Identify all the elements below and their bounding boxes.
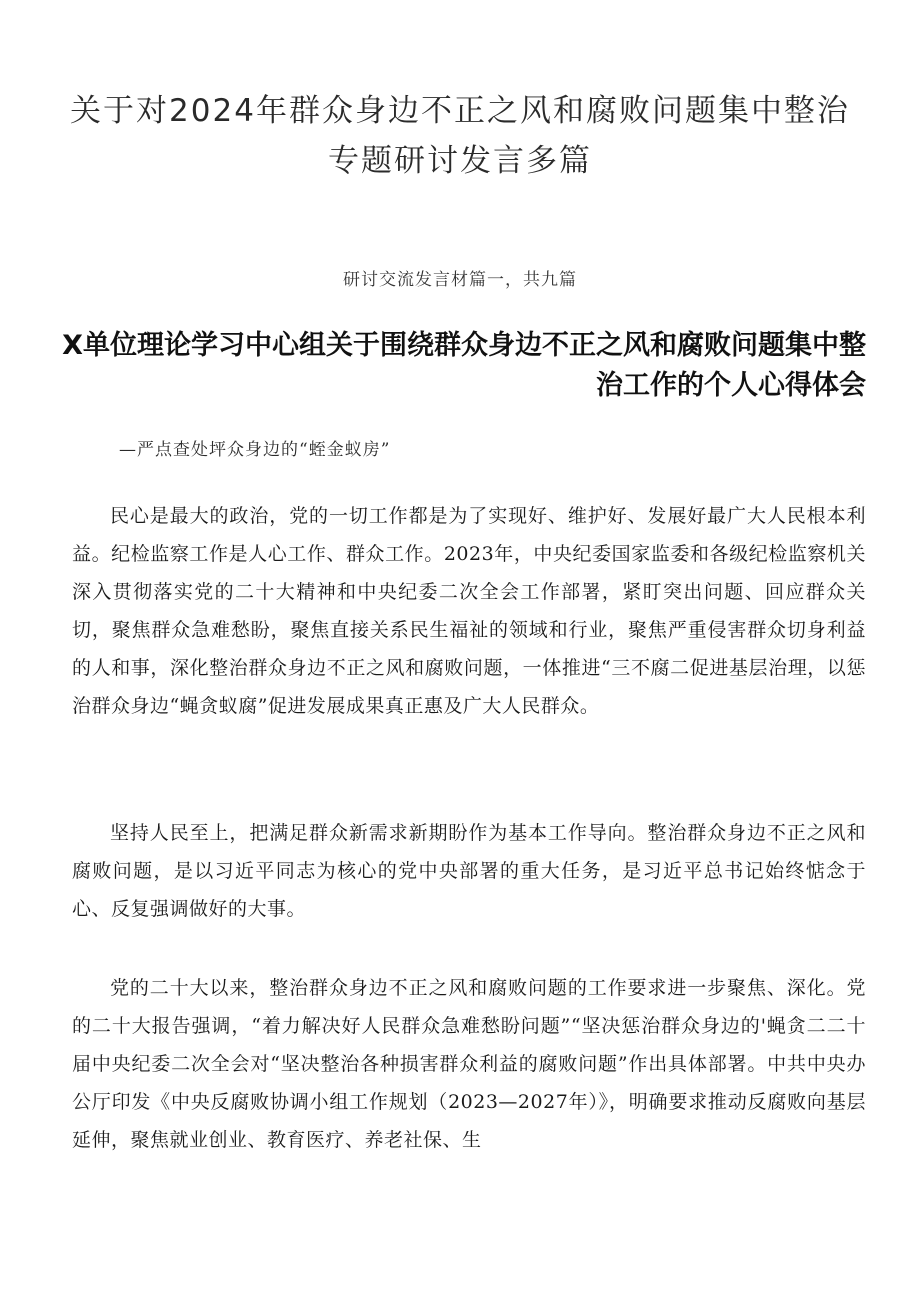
article-title: X单位理论学习中心组关于围绕群众身边不正之风和腐败问题集中整治工作的个人心得体会 [62,330,866,401]
section-label: 研讨交流发言材篇一，共九篇 [343,270,577,290]
document-title: 关于对2024年群众身边不正之风和腐败问题集中整治专题研讨发言多篇 [70,93,850,179]
article-subtitle: —严点查处坪众身边的“蛭金蚁房” [119,440,391,460]
body-paragraph-1: 民心是最大的政治，党的一切工作都是为了实现好、维护好、发展好最广大人民根本利益。纪检监察工作是人心工作、群众工作。2023年，中央纪委国家监委和各级纪检监察机关深入贯彻落实党的二十大精神和中央纪委二次全会工作部署，紧盯突出问题、回应群众关切，聚焦群众急难愁盼，聚焦直接关系民生福祉的领域和行业，聚焦严重侵害群众切身利益的人和事，深化整治群众身边不正之风和腐败问题，一体推进“三不腐二促进基层治理，以惩治群众身边“蝇贪蚁腐”促进发展成果真正惠及广大人民群众。 [72,505,866,717]
body-paragraph-3: 党的二十大以来，整治群众身边不正之风和腐败问题的工作要求进一步聚焦、深化。党的二十大报告强调，“着力解决好人民群众急难愁盼问题”“坚决惩治群众身边的'蝇贪二二十届中央纪委二次全会对“坚决整治各种损害群众利益的腐败问题”作出具体部署。中共中央办公厅印发《中央反腐败协调小组工作规划（2023—2027年）》，明确要求推动反腐败向基层延伸，聚焦就业创业、教育医疗、养老社保、生 [72,977,866,1151]
body-paragraph-2: 坚持人民至上，把满足群众新需求新期盼作为基本工作导向。整治群众身边不正之风和腐败问题，是以习近平同志为核心的党中央部署的重大任务，是习近平总书记始终惦念于心、反复强调做好的大事。 [72,822,866,920]
